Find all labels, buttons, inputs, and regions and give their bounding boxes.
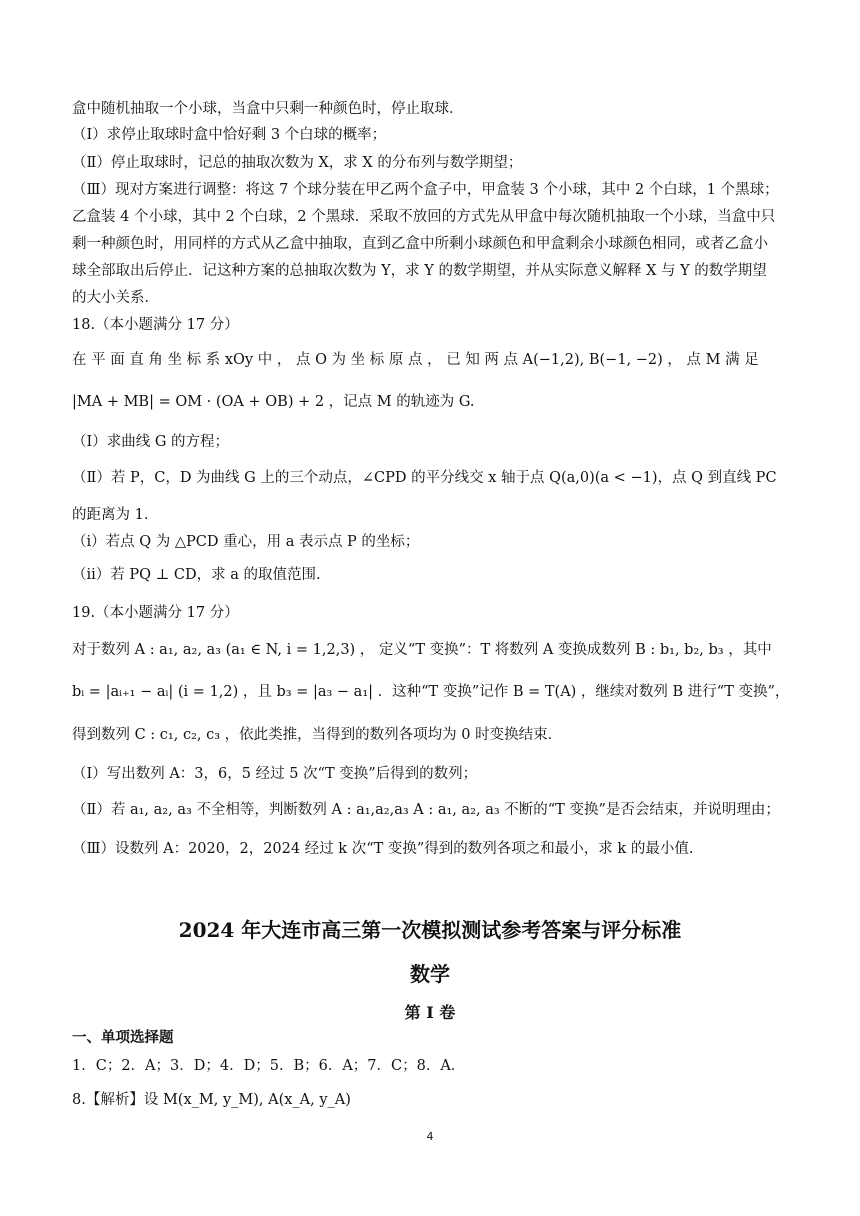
subject-title: 数学 — [410, 962, 450, 986]
text-line: 得到数列 C : c₁, c₂, c₃ ，依此类推，当得到的数列各项均为 0 时变换结束． — [72, 727, 563, 743]
text-line: （Ⅱ）若 P，C，D 为曲线 G 上的三个动点，∠CPD 的平分线交 x 轴于点 Q(a,0)(a < −1)，点 Q 到直线 PC — [72, 470, 777, 486]
text-line: （Ⅰ）求曲线 G 的方程； — [72, 434, 230, 450]
section-heading: 一、单项选择题 — [72, 1029, 174, 1046]
answer-key-title: 2024 年大连市高三第一次模拟测试参考答案与评分标准 — [178, 918, 682, 942]
vector-equation-line: |MA + MB| = OM · (OA + OB) + 2 ，记点 M 的轨迹为 G. — [72, 394, 475, 410]
text-line: （Ⅲ）现对方案进行调整：将这 7 个球分装在甲乙两个盒子中，甲盒装 3 个小球，其中 2 个白球，1 个黑球； — [72, 182, 779, 198]
text-line: （Ⅱ）若 a₁, a₂, a₃ 不全相等，判断数列 A : a₁,a₂,a₃ A : a₁, a₂, a₃ 不断的“T 变换”是否会结束，并说明理由； — [72, 802, 780, 818]
text-line: 对于数列 A : a₁, a₂, a₃ (a₁ ∈ N, i = 1,2,3) ， 定义“T 变换”：T 将数列 A 变换成数列 B : b₁, b₂, b₃ ，其中 — [72, 642, 772, 658]
text-line: 在 平 面 直 角 坐 标 系 xOy 中 ， 点 O 为 坐 标 原 点 ， 已 知 两 点 A(−1,2), B(−1, −2) ， 点 M 满 足 — [72, 352, 759, 368]
text-line: （Ⅲ）设数列 A：2020，2，2024 经过 k 次“T 变换”得到的数列各项之和最小，求 k 的最小值. — [72, 841, 694, 857]
text-line: bᵢ = |aᵢ₊₁ − aᵢ| (i = 1,2) ，且 b₃ = |a₃ − a₁| ．这种“T 变换”记作 B = T(A) ，继续对数列 B 进行“T 变换”， — [72, 684, 790, 700]
text-line: 乙盒装 4 个小球，其中 2 个白球，2 个黑球．采取不放回的方式先从甲盒中每次随机抽取一个小球，当盒中只 — [72, 209, 776, 225]
text-line: 球全部取出后停止．记这种方案的总抽取次数为 Y，求 Y 的数学期望，并从实际意义解释 X 与 Y 的数学期望 — [72, 263, 767, 279]
problem-18-heading: 18.（本小题满分 17 分） — [72, 317, 239, 333]
text-line: （Ⅰ）求停止取球时盒中恰好剩 3 个白球的概率； — [72, 127, 387, 143]
answers-line: 1．C；2．A；3．D；4．D；5．B；6．A；7．C；8．A． — [72, 1058, 466, 1074]
text-line: （Ⅱ）停止取球时，记总的抽取次数为 X，求 X 的分布列与数学期望； — [72, 155, 523, 171]
text-line: （ⅱ）若 PQ ⊥ CD，求 a 的取值范围. — [72, 567, 321, 583]
problem-19-heading: 19.（本小题满分 17 分） — [72, 605, 239, 621]
text-line: 的距离为 1. — [72, 507, 149, 523]
text-line: 的大小关系． — [72, 290, 159, 306]
text-line: 盒中随机抽取一个小球，当盒中只剩一种颜色时，停止取球． — [72, 101, 464, 117]
volume-title: 第 Ⅰ 卷 — [404, 1003, 456, 1022]
analysis-line: 8.【解析】设 M(x_M, y_M), A(x_A, y_A) — [72, 1092, 351, 1108]
text-line: （Ⅰ）写出数列 A：3，6，5 经过 5 次“T 变换”后得到的数列； — [72, 766, 478, 782]
page-number: 4 — [426, 1130, 434, 1143]
text-line: （ⅰ）若点 Q 为 △PCD 重心，用 a 表示点 P 的坐标； — [72, 534, 420, 550]
text-line: 剩一种颜色时，用同样的方式从乙盒中抽取，直到乙盒中所剩小球颜色和甲盒剩余小球颜色相同，或者乙盒小 — [72, 236, 768, 252]
